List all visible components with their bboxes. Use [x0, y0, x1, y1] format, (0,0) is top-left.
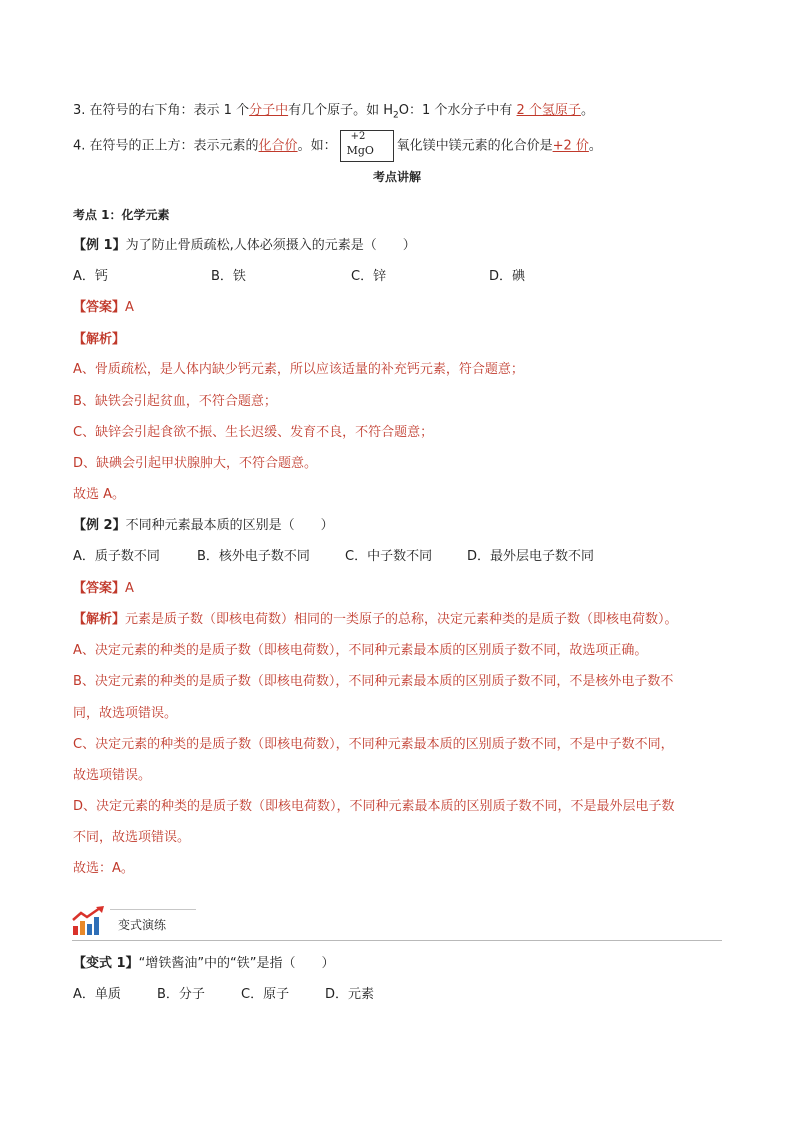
example-2-analysis-d1: D、决定元素的种类的是质子数（即核电荷数），不同种元素最本质的区别质子数不同，不是最外层电子数: [73, 799, 675, 814]
example-1-question: 【例 1】为了防止骨质疏松,人体必须摄入的元素是（ ）: [73, 238, 416, 253]
example-1-analysis-d: D、缺碘会引起甲状腺肿大，不符合题意。: [73, 456, 318, 471]
example-1-analysis-c: C、缺锌会引起食欲不振、生长迟缓、发育不良，不符合题意；: [73, 425, 434, 440]
example-1-analysis-a: A、骨质疏松，是人体内缺少钙元素，所以应该适量的补充钙元素，符合题意；: [73, 362, 524, 377]
valence-formula-box: [340, 130, 394, 162]
example-2-conclusion: 故选：A。: [73, 861, 134, 876]
example-1-analysis-b: B、缺铁会引起贫血，不符合题意；: [73, 394, 277, 409]
rule-4-underline-1: 化合价: [258, 138, 298, 154]
formula-text: MgO: [346, 144, 374, 157]
example-2-analysis-c2: 故选项错误。: [73, 768, 152, 783]
example-2-options: [73, 548, 594, 566]
section-top-rule: [110, 909, 196, 910]
section-title: 考点讲解: [372, 170, 421, 184]
rule-4-underline-2: +2 价: [552, 138, 589, 154]
example-1-options: [73, 268, 525, 286]
option-a: A．质子数不同: [73, 549, 160, 564]
example-2-analysis-intro: 【解析】元素是质子数（即核电荷数）相同的一类原子的总称，决定元素种类的是质子数（即核电荷数）。: [73, 612, 678, 627]
rule-3-line: 3. 在符号的右下角：表示 1 个分子中有几个原子。如 $H_2O$：1 个水分子中有 2 个氢原子。: [73, 103, 594, 121]
option-c: C．原子: [241, 987, 290, 1002]
bar-chart-growth-icon: [72, 906, 106, 936]
example-1-conclusion: 故选 A。: [73, 487, 126, 502]
option-b: B．铁: [211, 269, 246, 284]
example-2-analysis-b1: B、决定元素的种类的是质子数（即核电荷数），不同种元素最本质的区别质子数不同，不是核外电子数不: [73, 674, 674, 689]
rule-3-underline-2: 2 个氢原子: [516, 103, 581, 118]
option-b: B．核外电子数不同: [197, 549, 310, 564]
variant-1-options: [73, 986, 374, 1004]
example-1-analysis-tag: 【解析】: [73, 332, 126, 347]
option-c: C．锌: [351, 269, 387, 284]
example-2-question: 【例 2】不同种元素最本质的区别是（ ）: [73, 518, 334, 533]
option-a: A．钙: [73, 269, 108, 284]
rule-3-underline-1: 分子中: [249, 103, 289, 118]
rule-4-line: 4. 在符号的正上方：表示元素的化合价。如： +2 MgO 氧化镁中镁元素的化合价是+2 价。: [73, 130, 602, 162]
example-2-analysis-a: A、决定元素的种类的是质子数（即核电荷数），不同种元素最本质的区别质子数不同，故选项正确。: [73, 643, 648, 658]
option-d: D．最外层电子数不同: [467, 549, 595, 564]
section-divider: [72, 940, 722, 941]
option-b: B．分子: [157, 987, 205, 1002]
practice-section-label: 变式演练: [118, 918, 167, 932]
option-d: D．元素: [325, 987, 375, 1002]
option-c: C．中子数不同: [345, 549, 433, 564]
example-2-answer: 【答案】A: [73, 581, 134, 596]
option-d: D．碘: [489, 269, 526, 284]
example-1-answer: 【答案】A: [73, 300, 134, 315]
option-a: A．单质: [73, 987, 121, 1002]
topic-heading: 考点 1：化学元素: [73, 208, 170, 222]
valence-charge: +2: [350, 131, 366, 142]
example-2-analysis-c1: C、决定元素的种类的是质子数（即核电荷数），不同种元素最本质的区别质子数不同，不是中子数不同，: [73, 737, 674, 752]
example-2-analysis-d2: 不同，故选项错误。: [73, 830, 191, 845]
example-2-analysis-b2: 同，故选项错误。: [73, 706, 178, 721]
variant-1-question: 【变式 1】“增铁酱油”中的“铁”是指（ ）: [73, 956, 335, 971]
